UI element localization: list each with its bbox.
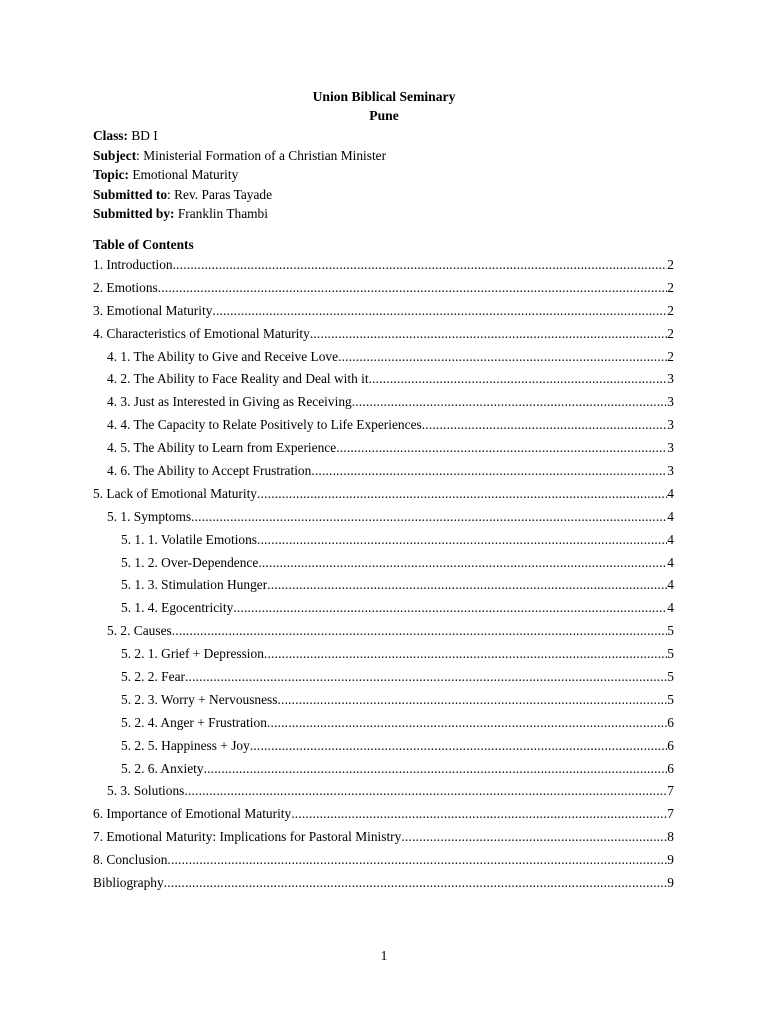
topic-label: Topic: (93, 167, 129, 183)
toc-entry-page: 3 (667, 371, 674, 387)
page-number: 1 (380, 948, 388, 963)
toc-dot-leader (310, 324, 667, 343)
toc-entry-label: 4. 6. The Ability to Accept Frustration (107, 463, 312, 479)
toc-dot-leader (369, 369, 667, 388)
toc-entry[interactable] (93, 301, 674, 324)
submitted-to-line (93, 185, 693, 205)
toc-dot-leader (184, 781, 667, 800)
subject-line (93, 146, 693, 166)
toc-dot-leader (257, 530, 667, 549)
toc-entry-page: 2 (667, 325, 674, 341)
toc-entry[interactable] (93, 347, 674, 370)
toc-entry-label: 8. Conclusion (93, 852, 168, 868)
toc-entry[interactable] (93, 598, 674, 621)
toc-entry-page: 7 (667, 806, 674, 822)
toc-entry-label: 7. Emotional Maturity: Implications for Pastoral Ministry (93, 829, 402, 845)
toc-dot-leader (173, 255, 667, 274)
toc-dot-leader (212, 301, 667, 320)
toc-entry-page: 8 (667, 829, 674, 845)
toc-dot-leader (164, 873, 667, 892)
toc-entry-page: 9 (667, 875, 674, 891)
toc-entry-label: 5. 2. 2. Fear (121, 669, 185, 685)
toc-entry-label: 5. 2. 3. Worry + Nervousness (121, 691, 278, 707)
toc-entry-page: 5 (667, 646, 674, 662)
toc-dot-leader (185, 667, 667, 686)
toc-entry[interactable] (93, 255, 674, 278)
toc-entry[interactable] (93, 324, 674, 347)
city-title: Pune (369, 108, 399, 123)
toc-entry-label: 5. 2. 5. Happiness + Joy (121, 737, 250, 753)
toc-entry-page: 4 (667, 485, 674, 501)
toc-entry[interactable] (93, 850, 674, 873)
class-value: BD I (127, 128, 158, 143)
institution-title: Union Biblical Seminary (312, 89, 456, 104)
toc-entry[interactable] (93, 713, 674, 736)
toc-entry-page: 4 (667, 508, 674, 524)
toc-dot-leader (267, 713, 667, 732)
toc-dot-leader (233, 598, 667, 617)
toc-entry-label: Bibliography (93, 875, 164, 891)
toc-dot-leader (257, 484, 667, 503)
toc-dot-leader (158, 278, 667, 297)
toc-dot-leader (172, 621, 667, 640)
toc-entry[interactable] (93, 621, 674, 644)
toc-entry[interactable] (93, 415, 674, 438)
toc-entry-label: 1. Introduction (93, 257, 173, 272)
toc-entry-page: 2 (667, 348, 674, 364)
toc-entry-label: 5. 2. 1. Grief + Depression (121, 646, 264, 662)
toc-entry[interactable] (93, 369, 674, 392)
toc-dot-leader (277, 690, 667, 709)
toc-entry-page: 5 (667, 623, 674, 639)
toc-dot-leader (264, 644, 667, 663)
toc-entry-page: 3 (667, 417, 674, 433)
toc-entry-label: 5. 1. 4. Egocentricity (121, 600, 234, 616)
submitted-by-value: Franklin Thambi (174, 206, 268, 222)
subject-label: Subject (93, 147, 137, 163)
toc-entry-page: 5 (667, 669, 674, 685)
assignment-details (93, 126, 693, 224)
topic-value: Emotional Maturity (128, 167, 239, 183)
toc-entry-page: 4 (667, 600, 674, 616)
toc-entry[interactable] (93, 392, 674, 415)
toc-entry-label: 4. 3. Just as Interested in Giving as Receiving (107, 394, 352, 410)
toc-entry[interactable] (93, 667, 674, 690)
class-line (93, 126, 693, 146)
topic-line (93, 165, 693, 185)
toc-entry-page: 9 (667, 852, 674, 868)
submitted-to-value: : Rev. Paras Tayade (167, 186, 273, 202)
toc-entry-page: 2 (667, 257, 674, 272)
toc-entry-label: 4. 5. The Ability to Learn from Experience (107, 440, 337, 456)
toc-entry-label: 4. 4. The Capacity to Relate Positively to Life Experiences (107, 417, 422, 433)
toc-entry-label: 3. Emotional Maturity (93, 302, 213, 318)
toc-entry-label: 5. 1. 2. Over-Dependence (121, 554, 259, 570)
toc-entry[interactable] (93, 736, 674, 759)
toc-dot-leader (204, 759, 667, 778)
toc-dot-leader (291, 804, 667, 823)
toc-entry-page: 3 (667, 394, 674, 410)
toc-entry[interactable] (93, 759, 674, 782)
toc-dot-leader (167, 850, 667, 869)
toc-entry[interactable] (93, 827, 674, 850)
toc-entry[interactable] (93, 438, 674, 461)
toc-dot-leader (191, 507, 667, 526)
toc-entry-page: 4 (667, 531, 674, 547)
toc-entry[interactable] (93, 484, 674, 507)
toc-entry[interactable] (93, 644, 674, 667)
toc-heading: Table of Contents (93, 237, 194, 252)
toc-dot-leader (250, 736, 667, 755)
toc-entry-page: 6 (667, 714, 674, 730)
toc-entry[interactable] (93, 690, 674, 713)
toc-entry-page: 2 (667, 302, 674, 318)
toc-entry-page: 4 (667, 554, 674, 570)
toc-entry-label: 5. 1. Symptoms (107, 508, 192, 524)
toc-entry-page: 2 (667, 279, 674, 295)
toc-entry-label: 4. 2. The Ability to Face Reality and Deal with it (107, 371, 369, 387)
toc-entry-page: 4 (667, 577, 674, 593)
toc-dot-leader (336, 438, 667, 457)
submitted-by-label: Submitted by: (93, 206, 175, 222)
toc-entry-label: 5. Lack of Emotional Maturity (93, 485, 257, 501)
toc-entry[interactable] (93, 873, 674, 896)
toc-entry-label: 5. 2. 6. Anxiety (121, 760, 204, 776)
toc-dot-leader (311, 461, 667, 480)
toc-dot-leader (401, 827, 667, 846)
toc-entry-page: 3 (667, 440, 674, 456)
toc-entry-label: 4. Characteristics of Emotional Maturity (93, 325, 310, 341)
toc-dot-leader (422, 415, 667, 434)
toc-dot-leader (267, 575, 667, 594)
toc-entry-label: 4. 1. The Ability to Give and Receive Love (107, 348, 339, 364)
toc-entry-label: 5. 1. 1. Volatile Emotions (121, 531, 258, 547)
toc-entry[interactable] (93, 553, 674, 576)
toc-dot-leader (352, 392, 667, 411)
toc-entry[interactable] (93, 278, 674, 301)
toc-entry[interactable] (93, 461, 674, 484)
submitted-to-label: Submitted to (93, 186, 168, 202)
toc-entry[interactable] (93, 804, 674, 827)
toc-entry-label: 6. Importance of Emotional Maturity (93, 806, 292, 822)
submitted-by-line (93, 204, 693, 224)
toc-entry[interactable] (93, 507, 674, 530)
subject-value: : Ministerial Formation of a Christian Minister (136, 147, 387, 163)
toc-entry-label: 5. 2. 4. Anger + Frustration (121, 714, 267, 730)
toc-entry[interactable] (93, 575, 674, 598)
toc-entry-label: 5. 1. 3. Stimulation Hunger (121, 577, 268, 593)
toc-entry-label: 2. Emotions (93, 279, 158, 295)
toc-entry-label: 5. 2. Causes (107, 623, 172, 639)
toc-entry-page: 5 (667, 691, 674, 707)
toc-dot-leader (258, 553, 667, 572)
table-of-contents (93, 255, 674, 896)
toc-dot-leader (338, 347, 667, 366)
class-label: Class: (93, 128, 128, 143)
toc-entry[interactable] (93, 530, 674, 553)
toc-entry-page: 3 (667, 463, 674, 479)
toc-entry-label: 5. 3. Solutions (107, 783, 185, 799)
toc-entry-page: 6 (667, 737, 674, 753)
toc-entry-page: 7 (667, 783, 674, 799)
toc-entry-page: 6 (667, 760, 674, 776)
toc-entry[interactable] (93, 781, 674, 804)
